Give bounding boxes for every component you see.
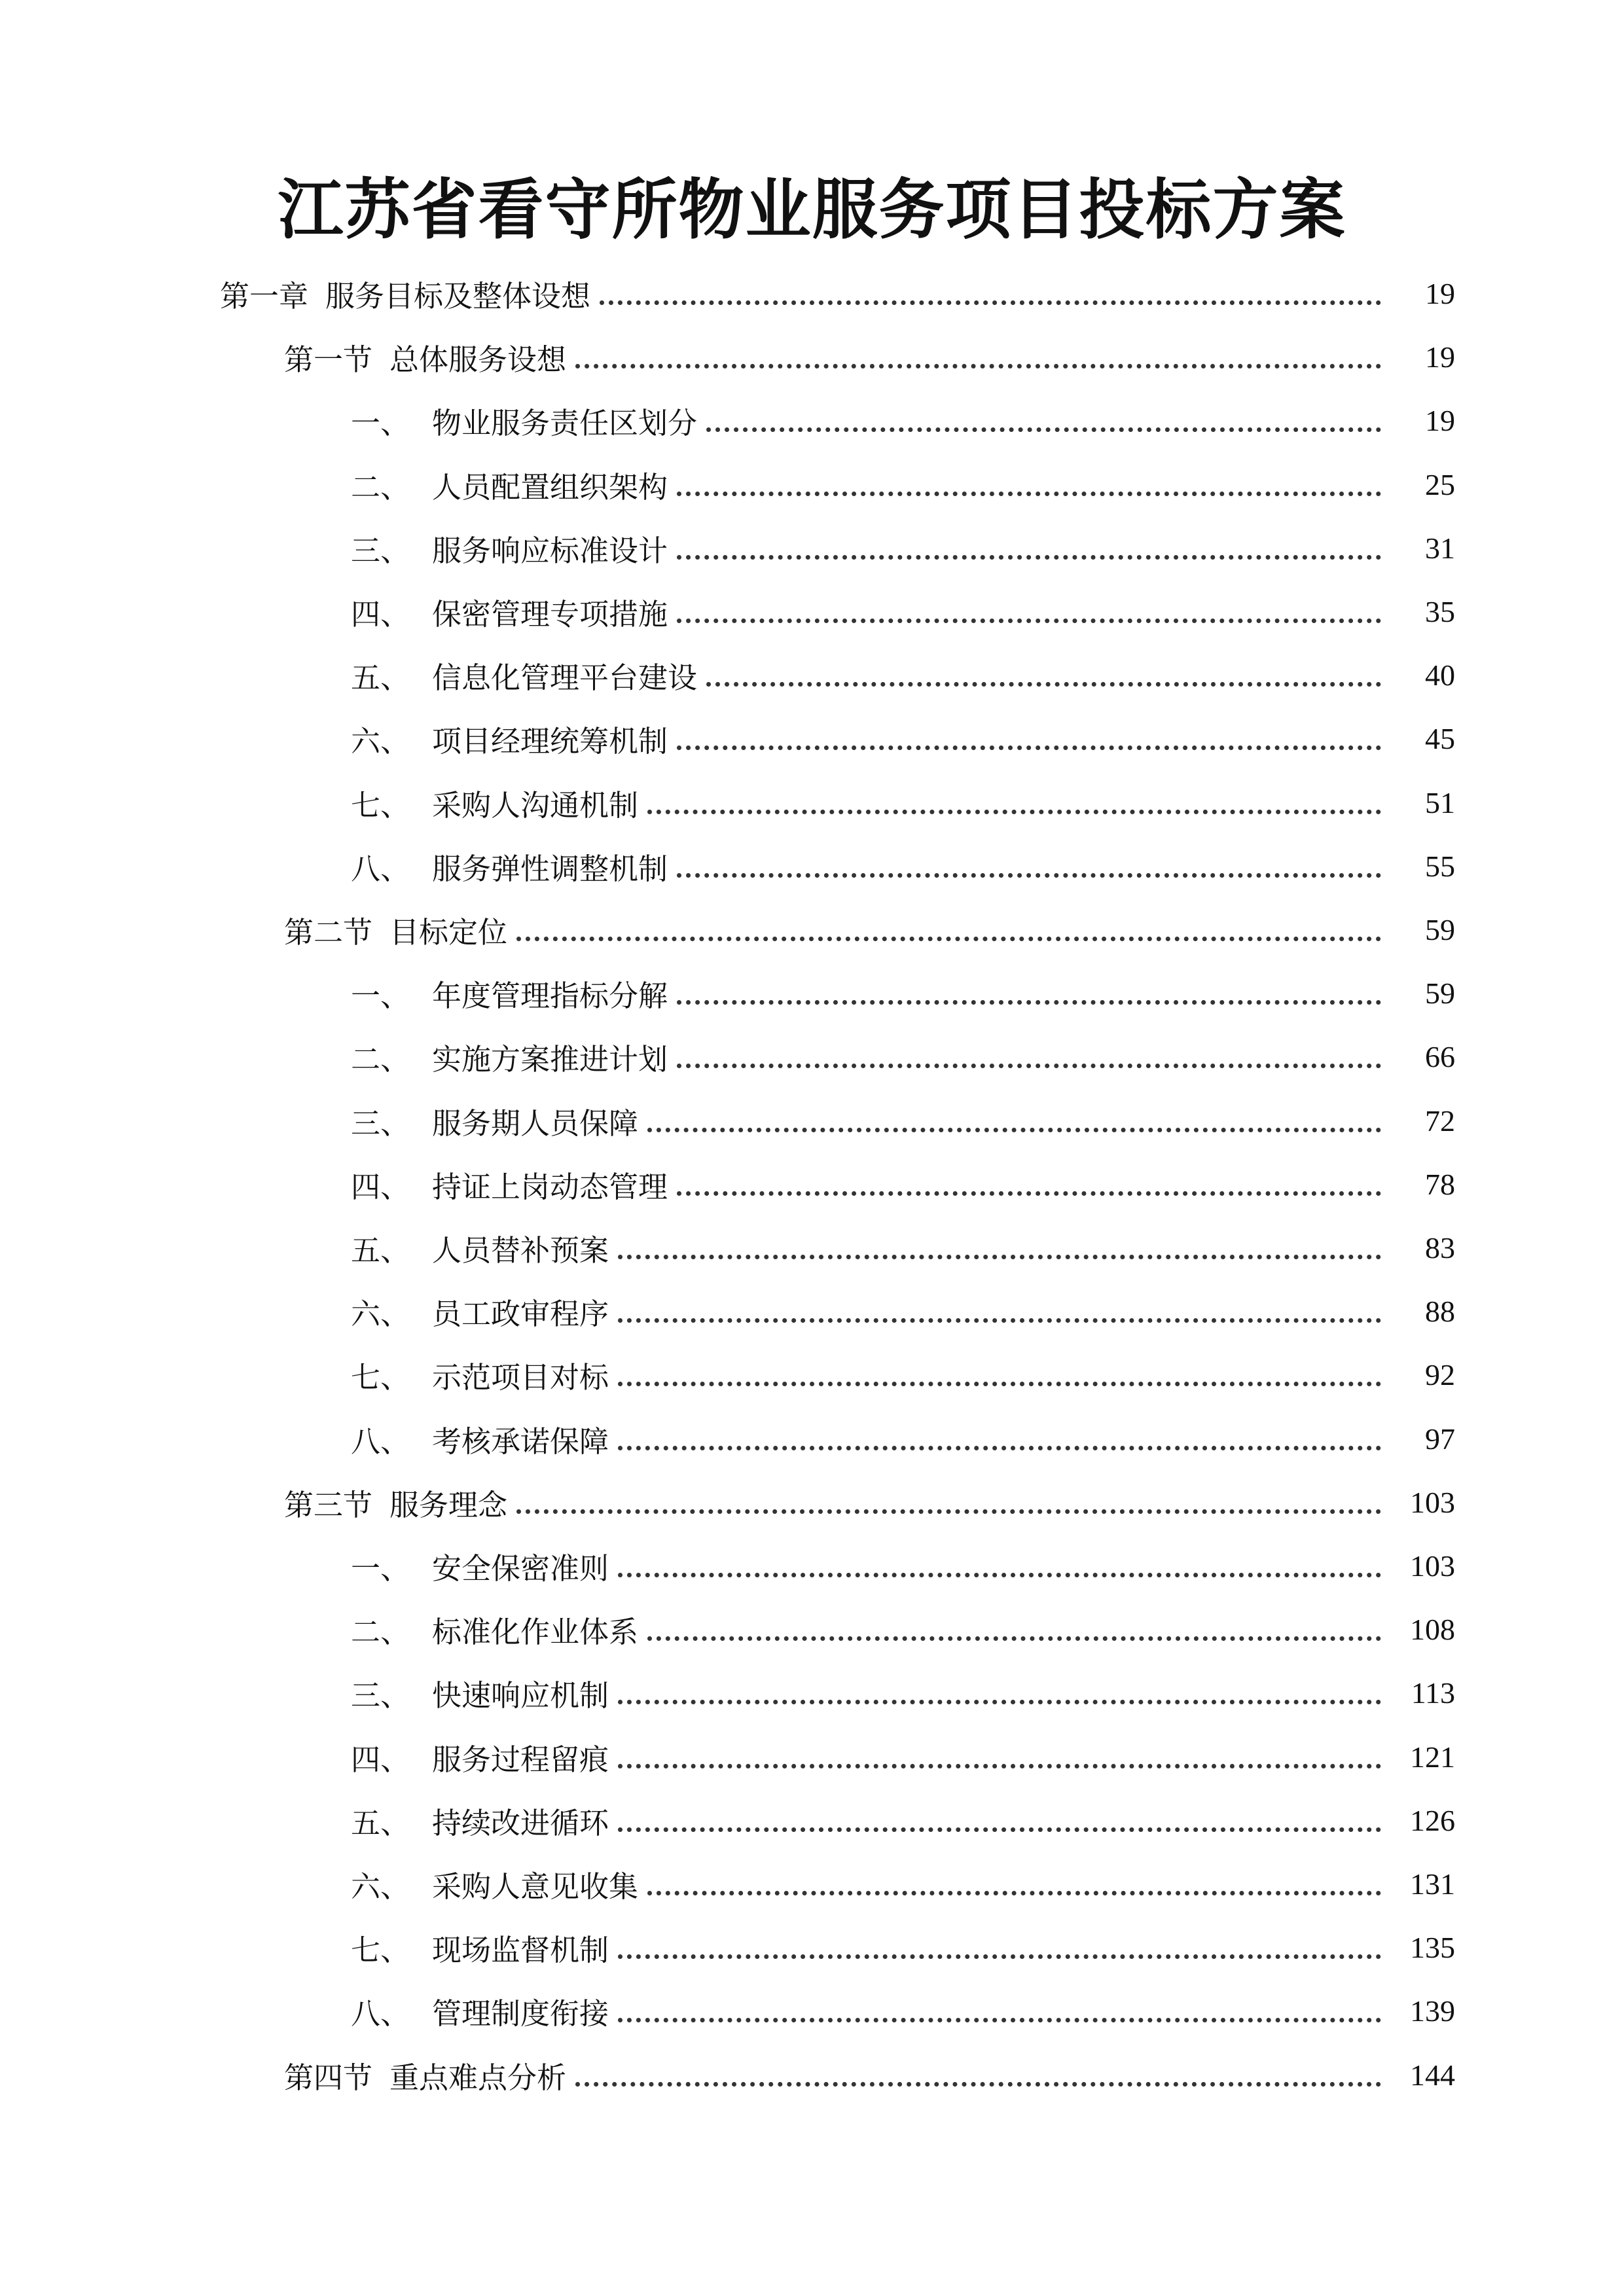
toc-dot-leader: [516, 1509, 1381, 1514]
toc-entry-title: 示范项目对标: [432, 1360, 609, 1395]
toc-dot-leader: [677, 1064, 1381, 1068]
toc-entry-page-number: 19: [1425, 404, 1455, 438]
toc-entry-number: 七、: [351, 1360, 410, 1395]
toc-entry-title: 服务期人员保障: [432, 1105, 639, 1141]
toc-entry[interactable]: [0, 516, 1624, 580]
toc-dot-leader: [600, 300, 1381, 305]
toc-entry-page-number: 103: [1410, 1485, 1455, 1519]
toc-dot-leader: [618, 1700, 1381, 1704]
toc-entry-title: 员工政审程序: [432, 1297, 609, 1332]
toc-entry-page-number: 35: [1425, 595, 1455, 628]
toc-entry-number: 六、: [351, 1297, 410, 1332]
toc-entry-page-number: 45: [1425, 722, 1455, 756]
toc-entry-number: 七、: [351, 1933, 410, 1968]
toc-entry-page-number: 121: [1410, 1740, 1455, 1774]
toc-entry-page-number: 135: [1410, 1931, 1455, 1965]
toc-entry-number: 四、: [351, 1742, 410, 1777]
toc-entry[interactable]: [0, 325, 1624, 389]
toc-entry-title: 采购人意见收集: [432, 1869, 639, 1904]
toc-entry-page-number: 19: [1425, 277, 1455, 310]
toc-entry-number: 五、: [351, 1233, 410, 1268]
toc-dot-leader: [706, 427, 1381, 432]
toc-entry-page-number: 103: [1410, 1549, 1455, 1583]
toc-entry-page-number: 51: [1425, 785, 1455, 819]
toc-entry[interactable]: [0, 1534, 1624, 1598]
toc-dot-leader: [618, 1318, 1381, 1323]
toc-entry-title: 服务过程留痕: [432, 1742, 609, 1777]
toc-entry[interactable]: [0, 389, 1624, 452]
toc-entry-title: 服务目标及整体设想: [325, 279, 591, 314]
toc-dot-leader: [618, 1764, 1381, 1768]
toc-entry-number: 第三节: [284, 1487, 373, 1522]
toc-entry-page-number: 40: [1425, 658, 1455, 692]
toc-dot-leader: [677, 873, 1381, 878]
toc-entry-number: 八、: [351, 1424, 410, 1459]
toc-entry-title: 持续改进循环: [432, 1805, 609, 1840]
toc-entry-title: 人员配置组织架构: [432, 469, 668, 505]
toc-entry-page-number: 126: [1410, 1803, 1455, 1837]
toc-entry-number: 六、: [351, 1869, 410, 1904]
toc-dot-leader: [677, 1000, 1381, 1005]
toc-entry[interactable]: [0, 1725, 1624, 1789]
toc-entry-page-number: 144: [1410, 2058, 1455, 2092]
toc-entry-number: 五、: [351, 660, 410, 696]
toc-entry-page-number: 88: [1425, 1295, 1455, 1329]
toc-entry[interactable]: [0, 580, 1624, 643]
toc-dot-leader: [647, 810, 1381, 814]
toc-dot-leader: [677, 555, 1381, 560]
toc-entry[interactable]: [0, 2043, 1624, 2107]
toc-dot-leader: [618, 1573, 1381, 1577]
toc-entry-title: 服务响应标准设计: [432, 533, 668, 568]
toc-entry-number: 六、: [351, 724, 410, 759]
toc-entry-page-number: 55: [1425, 849, 1455, 883]
toc-entry-number: 二、: [351, 1042, 410, 1077]
toc-entry[interactable]: [0, 898, 1624, 961]
toc-entry[interactable]: [0, 1916, 1624, 1979]
toc-entry-number: 一、: [351, 978, 410, 1014]
toc-entry-number: 七、: [351, 787, 410, 823]
toc-dot-leader: [618, 1446, 1381, 1450]
toc-dot-leader: [647, 1128, 1381, 1132]
toc-entry[interactable]: [0, 1598, 1624, 1661]
toc-entry[interactable]: [0, 1280, 1624, 1343]
toc-entry-title: 现场监督机制: [432, 1933, 609, 1968]
toc-dot-leader: [647, 1636, 1381, 1641]
toc-entry-number: 四、: [351, 597, 410, 632]
toc-entry-page-number: 31: [1425, 531, 1455, 565]
toc-entry-title: 物业服务责任区划分: [432, 406, 698, 441]
toc-entry-page-number: 97: [1425, 1422, 1455, 1456]
toc-entry[interactable]: [0, 453, 1624, 516]
toc-entry-page-number: 25: [1425, 467, 1455, 501]
toc-entry-page-number: 92: [1425, 1358, 1455, 1392]
toc-entry-title: 人员替补预案: [432, 1233, 609, 1268]
toc-entry[interactable]: [0, 1025, 1624, 1088]
toc-entry[interactable]: [0, 1979, 1624, 2043]
toc-dot-leader: [618, 1827, 1381, 1832]
toc-dot-leader: [618, 2018, 1381, 2022]
toc-dot-leader: [575, 364, 1381, 368]
toc-entry-title: 快速响应机制: [432, 1678, 609, 1713]
toc-entry-page-number: 108: [1410, 1613, 1455, 1647]
toc-dot-leader: [618, 1255, 1381, 1259]
toc-entry-title: 保密管理专项措施: [432, 597, 668, 632]
toc-dot-leader: [706, 682, 1381, 687]
toc-entry-number: 五、: [351, 1805, 410, 1840]
toc-dot-leader: [677, 619, 1381, 623]
toc-entry-page-number: 78: [1425, 1167, 1455, 1201]
toc-entry-number: 第四节: [284, 2060, 373, 2095]
toc-entry-page-number: 83: [1425, 1231, 1455, 1265]
toc-entry-title: 管理制度衔接: [432, 1996, 609, 2032]
toc-entry-number: 二、: [351, 469, 410, 505]
toc-entry-title: 信息化管理平台建设: [432, 660, 698, 696]
toc-entry-title: 总体服务设想: [389, 342, 567, 378]
toc-entry-number: 第一章: [220, 279, 309, 314]
toc-dot-leader: [516, 937, 1381, 941]
toc-entry[interactable]: [0, 1661, 1624, 1725]
toc-dot-leader: [647, 1891, 1381, 1895]
toc-entry-page-number: 139: [1410, 1994, 1455, 2028]
toc-entry-number: 三、: [351, 1105, 410, 1141]
toc-entry-page-number: 113: [1411, 1676, 1455, 1710]
toc-entry-title: 持证上岗动态管理: [432, 1169, 668, 1204]
toc-entry-title: 标准化作业体系: [432, 1615, 639, 1650]
toc-entry[interactable]: [0, 707, 1624, 770]
toc-entry-title: 年度管理指标分解: [432, 978, 668, 1014]
toc-entry[interactable]: [0, 1852, 1624, 1916]
toc-entry[interactable]: [0, 834, 1624, 898]
toc-entry-title: 目标定位: [389, 915, 508, 950]
toc-entry[interactable]: [0, 961, 1624, 1025]
toc-entry-page-number: 66: [1425, 1040, 1455, 1074]
toc-entry-page-number: 59: [1425, 913, 1455, 946]
toc-entry[interactable]: [0, 1789, 1624, 1852]
toc-entry-title: 安全保密准则: [432, 1551, 609, 1586]
toc-entry-title: 考核承诺保障: [432, 1424, 609, 1459]
toc-dot-leader: [618, 1954, 1381, 1959]
toc-entry-page-number: 131: [1410, 1867, 1455, 1901]
document-title: 江苏省看守所物业服务项目投标方案: [278, 171, 1346, 248]
toc-entry-number: 四、: [351, 1169, 410, 1204]
toc-entry-title: 服务理念: [389, 1487, 508, 1522]
toc-entry-title: 服务弹性调整机制: [432, 851, 668, 886]
toc-entry-title: 项目经理统筹机制: [432, 724, 668, 759]
toc-entry[interactable]: [0, 1407, 1624, 1471]
toc-entry-title: 实施方案推进计划: [432, 1042, 668, 1077]
toc-entry[interactable]: [0, 1089, 1624, 1153]
toc-entry-number: 三、: [351, 533, 410, 568]
toc-entry-number: 第一节: [284, 342, 373, 378]
toc-entry-title: 重点难点分析: [389, 2060, 567, 2095]
toc-entry-page-number: 19: [1425, 340, 1455, 374]
toc-entry[interactable]: [0, 1343, 1624, 1407]
toc-entry-page-number: 72: [1425, 1103, 1455, 1138]
toc-dot-leader: [618, 1382, 1381, 1386]
toc-entry-number: 八、: [351, 1996, 410, 2032]
toc-entry[interactable]: [0, 1216, 1624, 1280]
toc-entry[interactable]: [0, 262, 1624, 325]
toc-entry-number: 第二节: [284, 915, 373, 950]
toc-dot-leader: [677, 492, 1381, 496]
toc-entry-number: 八、: [351, 851, 410, 886]
toc-entry[interactable]: [0, 643, 1624, 707]
toc-entry-number: 三、: [351, 1678, 410, 1713]
toc-dot-leader: [575, 2082, 1381, 2087]
toc-entry[interactable]: [0, 1153, 1624, 1216]
toc-dot-leader: [677, 1191, 1381, 1196]
toc-entry-title: 采购人沟通机制: [432, 787, 639, 823]
toc-entry-number: 一、: [351, 1551, 410, 1586]
toc-entry-number: 一、: [351, 406, 410, 441]
toc-entry-page-number: 59: [1425, 977, 1455, 1011]
toc-entry[interactable]: [0, 771, 1624, 834]
toc-dot-leader: [677, 745, 1381, 750]
toc-entry-number: 二、: [351, 1615, 410, 1650]
toc-entry[interactable]: [0, 1471, 1624, 1534]
